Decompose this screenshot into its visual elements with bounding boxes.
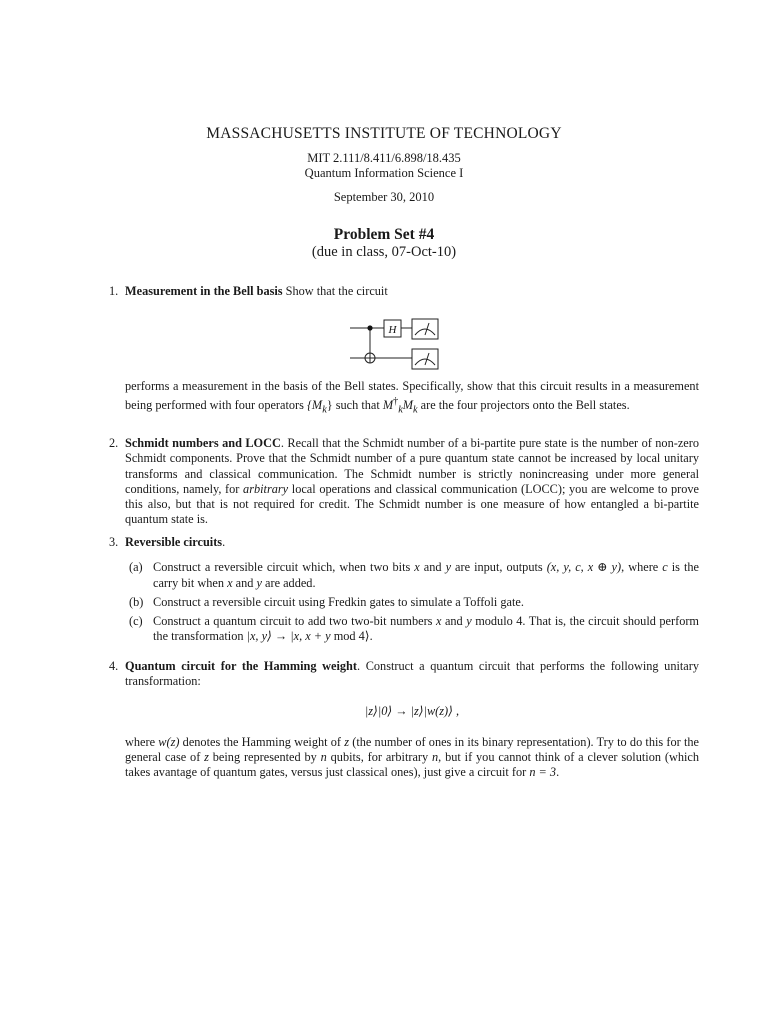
problem-set-title: Problem Set #4 [333,226,435,243]
bell-measurement-circuit [348,314,448,374]
emphasis: arbitrary [243,481,289,496]
problem-4: 4. Quantum circuit for the Hamming weight. Construct a quantum circuit that performs the following unitary transformation: |z⟩|0⟩ → |z⟩|w(z)⟩ , where w(z) denotes the Hamming weight of z (the number of ones in its binary representation). Try to do this for the general case of z being represented by n qubits, for arbitrary n, but if you cannot think of a clever solution (which takes avantage of quantum gates, versus just classical ones), just give a circuit for n = 3. [109,659,699,780]
problem-1 [109,284,699,299]
problem-1-continued [109,379,699,418]
problem-number: 1. [109,284,119,298]
course-title: Quantum Information Science I [304,166,464,180]
problem-title: Quantum circuit for the Hamming weight [125,659,357,673]
subproblem-list [125,560,699,644]
header [0,124,768,261]
problem-number: 3. [109,535,119,549]
subproblem-a: (a) Construct a reversible circuit which, when two bits x and y are input, outputs (x, y, c, x ⊕ y), where c is the carry bit when x and y are added. [129,560,700,590]
subproblem-b: (b) Construct a reversible circuit using Fredkin gates to simulate a Toffoli gate. [129,594,524,609]
problem-title: Reversible circuits [125,535,223,549]
course-number: MIT 2.111/8.411/6.898/18.435 [307,151,461,165]
gate-label: H [388,324,397,336]
problem-title: Schmidt numbers and LOCC [125,436,281,450]
control-dot [367,325,372,330]
problem-title: Measurement in the Bell basis [125,284,283,298]
problem-2: 2. Schmidt numbers and LOCC. Recall that the Schmidt number of a bi-partite pure state is the number of non-zero Schmidt components. Prove that the Schmidt number of a pure quantum state cannot be increased by local unitary transforms and classical communication. The Schmidt number is strictly nonincreasing under more general conditions, namely, for arbitrary local operations and classical communication (LOCC); you are welcome to prove this also, but that is not required for credit. The Schmidt number is one measure of how entangled a bi-partite quantum state is. [109,436,699,527]
problem-text: where w(z) denotes the Hamming weight of z (the number of ones in its binary representation). Try to do this for the general case of z being represented by n qubits, for arbitrary n, but if you cannot think of a clever solution (which takes avantage of quantum gates, versus just classical ones), just give a circuit for n = 3. [125,734,699,780]
subproblem-c: (c) Construct a quantum circuit to add two two-bit numbers x and y modulo 4. That is, the circuit should perform the transformation |x, y⟩ → |x, x + y mod 4⟩. [129,614,699,644]
date: September 30, 2010 [333,190,435,204]
problem-3: 3. Reversible circuits. (a) Construct a reversible circuit which, when two bits x and y are input, outputs (x, y, c, x ⊕ y), where c is the carry bit when x and y are added. (b) Construct a reversible circuit using Fredkin gates to simulate a Toffoli gate. (c) Construct a quantum circuit to add two two-bit numbers x and y modulo 4. That is, the circuit should perform the transformation |x, y⟩ → |x, x + y mod 4⟩. [109,535,700,644]
due-date: (due in class, 07-Oct-10) [311,244,457,260]
problem-number: 4. [109,659,119,673]
problem-text: performs a measurement in the basis of the Bell states. Specifically, show that this circuit results in a measurement being performed with four operators $\{M_k\}$ such that $M^\dagger_kM_k$ are the four projectors onto the Bell states. [125,379,699,416]
problem-text: Show that the circuit [282,284,388,298]
problem-number: 2. [109,436,119,450]
display-equation: |z⟩|0⟩ → |z⟩|w(z)⟩ , [364,703,460,718]
institution-name: MASSACHUSETTS INSTITUTE OF TECHNOLOGY [206,125,562,142]
